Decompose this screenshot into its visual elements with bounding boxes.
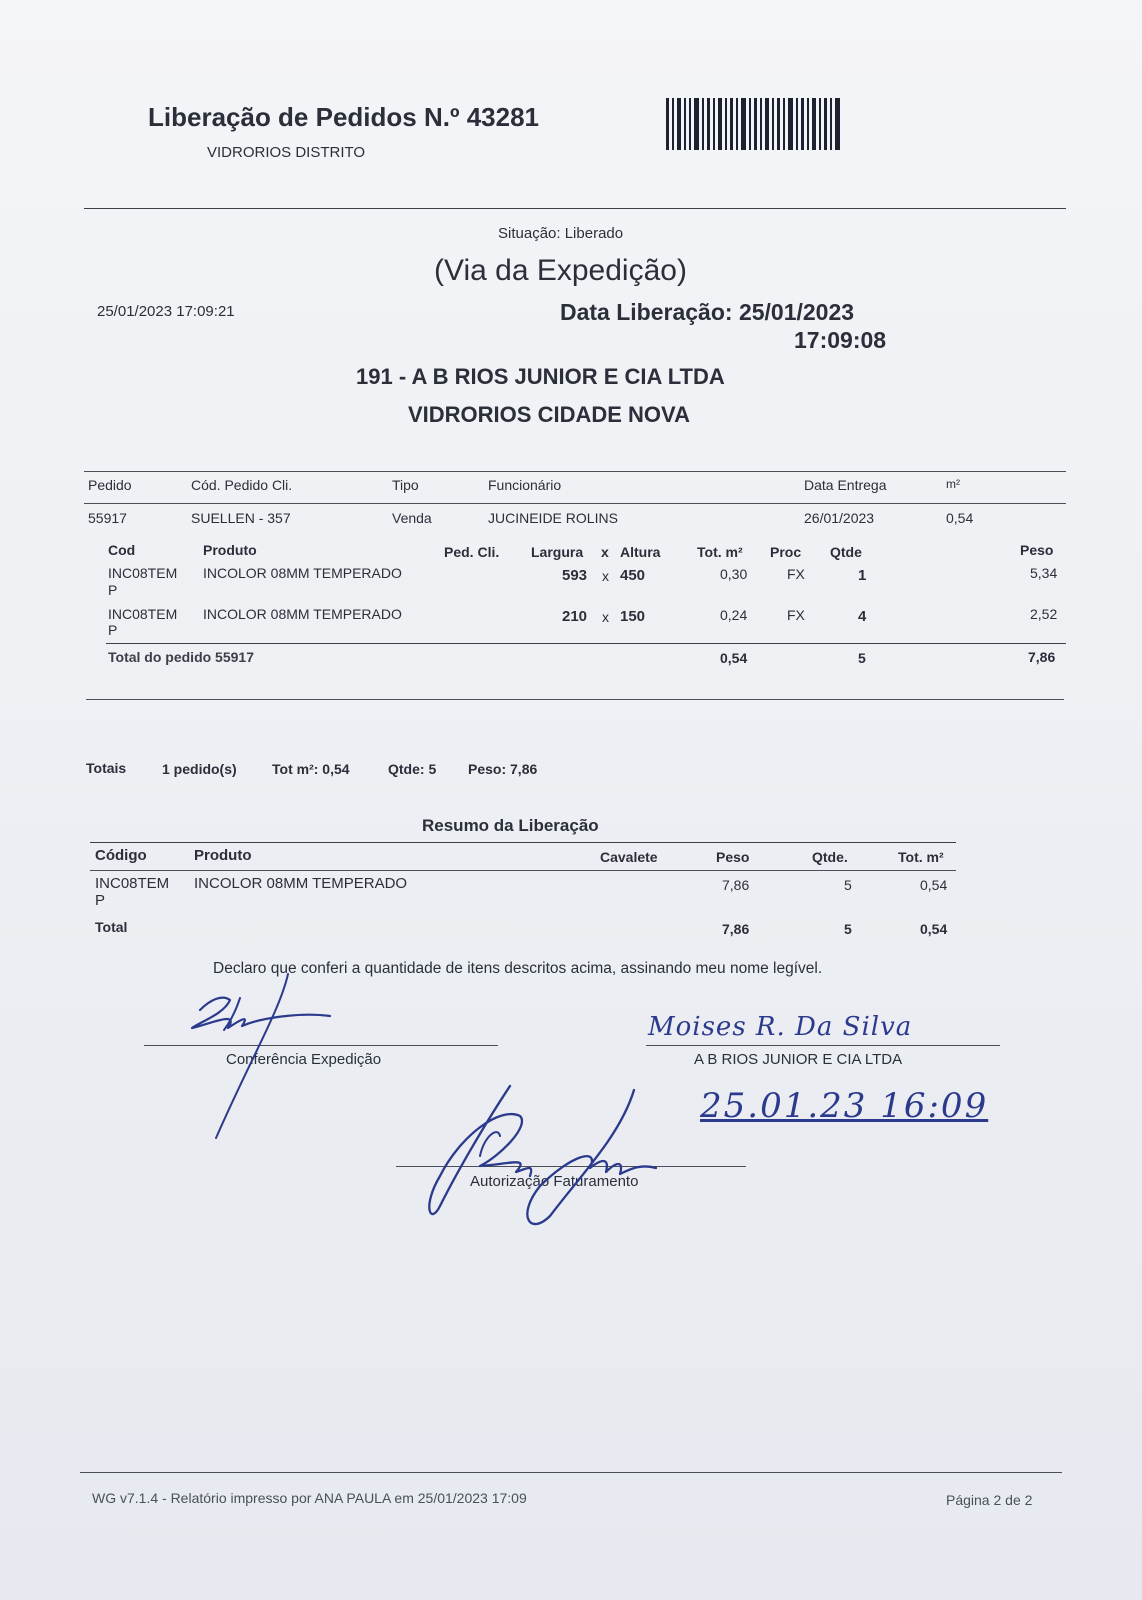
order-table-header-rule <box>84 503 1066 504</box>
item-2-qtde: 4 <box>858 608 867 625</box>
item-1-qtde: 1 <box>858 567 867 584</box>
footer-printed-by: WG v7.1.4 - Relatório impresso por ANA PAULA em 25/01/2023 17:09 <box>92 1490 527 1506</box>
release-time: 17:09:08 <box>794 327 887 353</box>
header-rule <box>84 208 1066 209</box>
totals-peso: Peso: 7,86 <box>468 761 538 777</box>
items-total-rule <box>106 643 1066 644</box>
item-1-cod: INC08TEM <box>108 565 178 581</box>
items-header-qtde: Qtde <box>830 544 862 560</box>
release-date: Data Liberação: 25/01/2023 <box>560 299 855 325</box>
items-end-rule <box>86 699 1064 700</box>
item-1-cod-cont: P <box>108 582 118 598</box>
order-data-entrega: 26/01/2023 <box>804 510 875 526</box>
company-name: VIDRORIOS DISTRITO <box>207 144 366 161</box>
items-header-peso: Peso <box>1020 542 1054 558</box>
summary-header-peso: Peso <box>716 849 750 865</box>
totals-label: Totais <box>86 760 127 776</box>
order-cod-pedido-cli: SUELLEN - 357 <box>191 510 291 526</box>
item-1-largura: 593 <box>562 567 588 584</box>
col-header-pedido: Pedido <box>88 477 132 493</box>
summary-row-cod: INC08TEM <box>95 875 170 892</box>
col-header-m2: m² <box>946 477 960 491</box>
totals-qtde: Qtde: 5 <box>388 761 437 777</box>
footer-page-number: Página 2 de 2 <box>946 1492 1033 1508</box>
item-2-altura: 150 <box>620 608 646 625</box>
footer-rule <box>80 1472 1062 1473</box>
item-2-largura: 210 <box>562 608 588 625</box>
items-header-proc: Proc <box>770 544 802 560</box>
items-header-x: x <box>601 544 609 560</box>
item-2-proc: FX <box>787 607 805 623</box>
order-tipo: Venda <box>392 510 432 526</box>
summary-row-peso: 7,86 <box>722 877 750 893</box>
item-2-tot-m2: 0,24 <box>720 607 748 623</box>
customer-label: A B RIOS JUNIOR E CIA LTDA <box>694 1051 903 1068</box>
items-header-altura: Altura <box>620 544 661 560</box>
print-timestamp: 25/01/2023 17:09:21 <box>97 303 235 320</box>
autorizacao-label: Autorização Faturamento <box>470 1173 639 1190</box>
status-text: Situação: Liberado <box>498 225 624 242</box>
summary-title: Resumo da Liberação <box>422 816 599 835</box>
item-1-x: x <box>602 568 609 584</box>
customer-branch: VIDRORIOS CIDADE NOVA <box>408 402 690 427</box>
item-2-produto: INCOLOR 08MM TEMPERADO <box>203 606 402 622</box>
item-1-altura: 450 <box>620 567 646 584</box>
order-table-top-rule <box>84 471 1066 472</box>
summary-header-produto: Produto <box>194 847 252 864</box>
barcode <box>666 98 840 150</box>
conferencia-label: Conferência Expedição <box>226 1051 382 1068</box>
items-header-cod: Cod <box>108 542 136 558</box>
col-header-tipo: Tipo <box>392 477 419 493</box>
summary-row-produto: INCOLOR 08MM TEMPERADO <box>194 875 408 892</box>
summary-header-cavalete: Cavalete <box>600 849 658 865</box>
handwritten-date: 25.01.23 16:09 <box>700 1086 989 1126</box>
items-total-qtde: 5 <box>858 650 866 666</box>
items-header-tot-m2: Tot. m² <box>697 544 743 560</box>
summary-total-qtde: 5 <box>844 921 852 937</box>
summary-header-codigo: Código <box>95 847 147 864</box>
summary-row-cod-cont: P <box>95 892 106 909</box>
item-1-proc: FX <box>787 566 805 582</box>
order-pedido: 55917 <box>88 510 127 526</box>
declaration-text: Declaro que conferi a quantidade de itens descritos acima, assinando meu nome legível. <box>213 960 823 977</box>
item-1-produto: INCOLOR 08MM TEMPERADO <box>203 565 402 581</box>
summary-top-rule <box>90 842 956 843</box>
col-header-cod-pedido-cli: Cód. Pedido Cli. <box>191 477 293 493</box>
col-header-data-entrega: Data Entrega <box>804 477 887 493</box>
customer-signature-line <box>646 1045 1000 1046</box>
summary-row-qtde: 5 <box>844 877 852 893</box>
totals-pedidos: 1 pedido(s) <box>162 761 237 777</box>
items-header-ped-cli: Ped. Cli. <box>444 544 500 560</box>
totals-tot-m2: Tot m²: 0,54 <box>272 761 350 777</box>
order-funcionario: JUCINEIDE ROLINS <box>488 510 618 526</box>
items-header-produto: Produto <box>203 542 257 558</box>
order-m2: 0,54 <box>946 510 974 526</box>
document-title: Liberação de Pedidos N.º 43281 <box>148 102 539 132</box>
items-total-peso: 7,86 <box>1028 649 1056 665</box>
summary-row-tot-m2: 0,54 <box>920 877 948 893</box>
summary-total-label: Total <box>95 919 128 935</box>
col-header-funcionario: Funcionário <box>488 477 562 493</box>
item-2-cod-cont: P <box>108 622 118 638</box>
summary-total-peso: 7,86 <box>722 921 750 937</box>
items-total-tot-m2: 0,54 <box>720 650 748 666</box>
autorizacao-signature <box>420 1076 680 1226</box>
via-label: (Via da Expedição) <box>434 254 687 287</box>
item-1-tot-m2: 0,30 <box>720 566 748 582</box>
item-2-peso: 2,52 <box>1030 606 1058 622</box>
conferencia-signature <box>180 970 350 1140</box>
item-1-peso: 5,34 <box>1030 565 1058 581</box>
summary-total-tot-m2: 0,54 <box>920 921 948 937</box>
summary-header-tot-m2: Tot. m² <box>898 849 944 865</box>
item-2-x: x <box>602 609 609 625</box>
summary-header-rule <box>90 870 956 871</box>
customer-name: 191 - A B RIOS JUNIOR E CIA LTDA <box>356 364 725 389</box>
summary-header-qtde: Qtde. <box>812 849 848 865</box>
items-header-largura: Largura <box>531 544 584 560</box>
item-2-cod: INC08TEM <box>108 606 178 622</box>
items-total-label: Total do pedido 55917 <box>108 649 254 665</box>
customer-handwritten-name: Moises R. Da Silva <box>648 1012 913 1042</box>
